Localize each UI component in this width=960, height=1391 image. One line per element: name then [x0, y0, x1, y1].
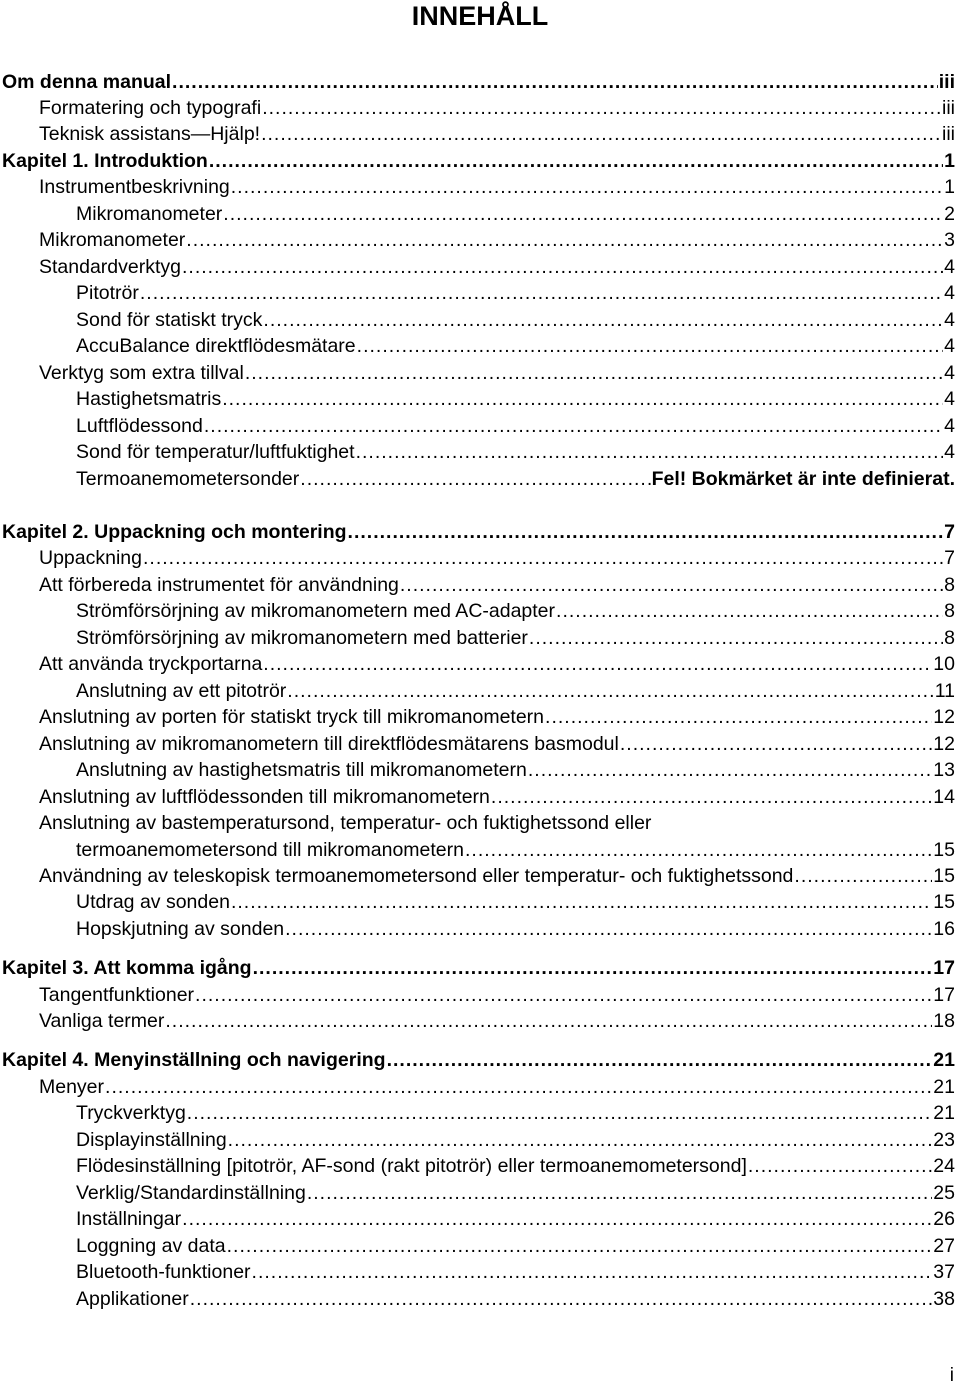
toc-entry[interactable]: [76, 625, 955, 651]
toc-page-number: 18: [933, 1010, 955, 1032]
toc-entry-label: Kapitel 4. Menyinställning och navigering: [2, 1049, 386, 1071]
toc-page-number: 8: [944, 600, 955, 622]
toc-page-number: 4: [944, 415, 955, 437]
toc-chapter-entry[interactable]: [2, 148, 955, 174]
toc-entry-label: Teknisk assistans—Hjälp!: [39, 123, 261, 145]
toc-page-number: iii: [938, 71, 955, 93]
dot-leader: [348, 519, 944, 545]
toc-entry[interactable]: [39, 254, 955, 280]
toc-page-number: 26: [933, 1208, 955, 1230]
toc-entry-label: Sond för statiskt tryck: [76, 309, 263, 331]
dot-leader: [209, 148, 943, 174]
toc-entry[interactable]: [76, 757, 955, 783]
toc-page-number: 7: [944, 547, 955, 569]
toc-page-number: 17: [933, 984, 955, 1006]
toc-chapter-entry[interactable]: [2, 519, 955, 545]
toc-entry-label: Inställningar: [76, 1208, 182, 1230]
toc-entry-label: Hastighetsmatris: [76, 388, 222, 410]
toc-entry[interactable]: [39, 121, 955, 147]
dot-leader: [223, 201, 943, 227]
toc-entry-label: Kapitel 1. Introduktion: [2, 150, 208, 172]
toc-entry[interactable]: [76, 413, 955, 439]
toc-page-number: 4: [944, 256, 955, 278]
toc-page-number: 23: [933, 1129, 955, 1151]
dot-leader: [252, 1259, 933, 1285]
toc-entry-label: Bluetooth-funktioner: [76, 1261, 251, 1283]
toc-entry-label: Kapitel 2. Uppackning och montering: [2, 521, 347, 543]
toc-entry-label: Hopskjutning av sonden: [76, 918, 285, 940]
dot-leader: [182, 1206, 932, 1232]
toc-entry[interactable]: [76, 1233, 955, 1259]
toc-entry-label: Strömförsörjning av mikromanometern med batterier: [76, 627, 528, 649]
toc-page-number: 12: [933, 733, 955, 755]
toc-entry-label: Mikromanometer: [39, 229, 186, 251]
dot-leader: [556, 598, 943, 624]
dot-leader: [245, 360, 943, 386]
dot-leader: [748, 1153, 932, 1179]
toc-page-number: 37: [933, 1261, 955, 1283]
toc-entry-label: Uppackning: [39, 547, 142, 569]
toc-entry-label: termoanemometersond till mikromanometern: [76, 839, 464, 861]
toc-entry[interactable]: [76, 466, 955, 492]
toc-page-number: 4: [944, 335, 955, 357]
dot-leader: [190, 1286, 933, 1312]
toc-entry[interactable]: [76, 678, 955, 704]
toc-page-number: 25: [933, 1182, 955, 1204]
dot-leader: [140, 280, 943, 306]
dot-leader: [528, 757, 932, 783]
toc-entry-label: Luftflödessond: [76, 415, 203, 437]
dot-leader: [400, 572, 943, 598]
toc-entry-label: Menyer: [39, 1076, 105, 1098]
toc-page-number: 7: [944, 521, 955, 543]
toc-page-number: 1: [944, 150, 955, 172]
toc-page-number: 4: [944, 309, 955, 331]
toc-entry[interactable]: [76, 889, 955, 915]
toc-entry[interactable]: [76, 386, 955, 412]
toc-entry[interactable]: [39, 1008, 955, 1034]
toc-page-number: iii: [942, 97, 955, 119]
toc-entry[interactable]: [39, 731, 955, 757]
toc-entry[interactable]: [39, 1074, 955, 1100]
toc-page-number: 38: [933, 1288, 955, 1310]
toc-entry[interactable]: [76, 201, 955, 227]
dot-leader: [165, 1008, 932, 1034]
dot-leader: [204, 413, 943, 439]
toc-chapter-entry[interactable]: [2, 69, 955, 95]
toc-entry-label: Anslutning av hastighetsmatris till mikromanometern: [76, 759, 527, 781]
dot-leader: [287, 678, 933, 704]
toc-entry[interactable]: [39, 174, 955, 200]
toc-page-number: 27: [933, 1235, 955, 1257]
page-title: INNEHÅLL: [411, 1, 549, 31]
dot-leader: [285, 916, 932, 942]
toc-entry-label: Anslutning av mikromanometern till direktflödesmätarens basmodul: [39, 733, 619, 755]
toc-page-number: 24: [933, 1155, 955, 1177]
toc-entry[interactable]: [39, 982, 955, 1008]
toc-page-number: 21: [933, 1049, 955, 1071]
dot-leader: [231, 174, 943, 200]
toc-entry[interactable]: [39, 704, 955, 730]
toc-page-number: 12: [933, 706, 955, 728]
dot-leader: [187, 1100, 933, 1126]
toc-entry[interactable]: [39, 784, 955, 810]
toc-entry[interactable]: [39, 545, 955, 571]
toc-page-number: 15: [933, 891, 955, 913]
dot-leader: [300, 466, 650, 492]
toc-entry-label: Kapitel 3. Att komma igång: [2, 957, 252, 979]
toc-entry[interactable]: [76, 280, 955, 306]
toc-page-number: 4: [944, 441, 955, 463]
toc-page-number: 1: [944, 176, 955, 198]
toc-page-number: 3: [944, 229, 955, 251]
toc-entry-label: AccuBalance direktflödesmätare: [76, 335, 356, 357]
toc-entry-label: Anslutning av ett pitotrör: [76, 680, 287, 702]
toc-entry[interactable]: [76, 1286, 955, 1312]
toc-entry-label: Mikromanometer: [76, 203, 223, 225]
dot-leader: [307, 1180, 932, 1206]
toc-entry[interactable]: [76, 837, 955, 863]
dot-leader: [356, 439, 944, 465]
toc-page-number: iii: [942, 123, 955, 145]
toc-entry-label: Tryckverktyg: [76, 1102, 186, 1124]
toc-page-number: 8: [944, 627, 955, 649]
toc-page-number: 13: [933, 759, 955, 781]
dot-leader: [227, 1233, 933, 1259]
toc-page-number: 14: [933, 786, 955, 808]
toc-entry[interactable]: [76, 1180, 955, 1206]
toc-entry-label: Användning av teleskopisk termoanemometersond eller temperatur- och fuktighetssond: [39, 865, 794, 887]
toc-entry[interactable]: [76, 1259, 955, 1285]
toc-entry[interactable]: [76, 307, 955, 333]
toc-page-number: 17: [933, 957, 955, 979]
toc-entry-label: Att använda tryckportarna: [39, 653, 263, 675]
toc-entry-label: Tangentfunktioner: [39, 984, 195, 1006]
toc-entry[interactable]: [39, 227, 955, 253]
toc-page-number: 21: [933, 1102, 955, 1124]
toc-page-number: 10: [933, 653, 955, 675]
dot-leader: [262, 95, 941, 121]
toc-entry[interactable]: [39, 95, 955, 121]
toc-entry-label: Verktyg som extra tillval: [39, 362, 244, 384]
toc-entry-label: Formatering och typografi: [39, 97, 262, 119]
dot-leader: [545, 704, 932, 730]
toc-entry-label: Termoanemometersonder: [76, 468, 300, 490]
toc-entry-label: Anslutning av porten för statiskt tryck till mikromanometern: [39, 706, 545, 728]
toc-entry[interactable]: [76, 439, 955, 465]
toc-entry[interactable]: [39, 360, 955, 386]
toc-entry-label: Att förbereda instrumentet för användning: [39, 574, 399, 596]
toc-page-number: 21: [933, 1076, 955, 1098]
dot-leader: [263, 651, 932, 677]
toc-entry[interactable]: [76, 1206, 955, 1232]
dot-leader: [529, 625, 943, 651]
toc-page-number: 2: [944, 203, 955, 225]
dot-leader: [620, 731, 932, 757]
toc-entry[interactable]: [76, 333, 955, 359]
dot-leader: [143, 545, 943, 571]
dot-leader: [263, 307, 943, 333]
dot-leader: [357, 333, 943, 359]
page-number: i: [949, 1365, 954, 1386]
toc-entry-label: Loggning av data: [76, 1235, 226, 1257]
toc-entry-label: Sond för temperatur/luftfuktighet: [76, 441, 355, 463]
dot-leader: [195, 982, 932, 1008]
toc-entry-label: Om denna manual: [2, 71, 172, 93]
toc-entry-label: Standardverktyg: [39, 256, 181, 278]
dot-leader: [465, 837, 932, 863]
dot-leader: [794, 863, 932, 889]
dot-leader: [186, 227, 943, 253]
toc-page-number: 15: [933, 839, 955, 861]
toc-entry[interactable]: [76, 598, 955, 624]
toc-entry-label: Pitotrör: [76, 282, 139, 304]
dot-leader: [105, 1074, 932, 1100]
toc-entry-label: Verklig/Standardinställning: [76, 1182, 306, 1204]
toc-page-number: 4: [944, 362, 955, 384]
toc-entry[interactable]: [76, 916, 955, 942]
toc-entry-label: Vanliga termer: [39, 1010, 165, 1032]
toc-page-number: Fel! Bokmärket är inte definierat.: [651, 468, 955, 490]
dot-leader: [491, 784, 932, 810]
toc-entry-label: Anslutning av luftflödessonden till mikromanometern: [39, 786, 490, 808]
dot-leader: [182, 254, 943, 280]
toc-entry-label: Flödesinställning [pitotrör, AF-sond (rakt pitotrör) eller termoanemometersond]: [76, 1155, 747, 1177]
toc-entry[interactable]: [76, 1127, 955, 1153]
toc-chapter-entry[interactable]: [2, 1047, 955, 1073]
toc-entry-label: Displayinställning: [76, 1129, 227, 1151]
toc-page-number: 11: [934, 680, 955, 702]
toc-page-number: 4: [944, 282, 955, 304]
dot-leader: [172, 69, 938, 95]
toc-entry-label: Applikationer: [76, 1288, 189, 1310]
toc-entry[interactable]: [39, 651, 955, 677]
dot-leader: [261, 121, 941, 147]
toc-entry[interactable]: [39, 572, 955, 598]
toc-entry[interactable]: [39, 863, 955, 889]
dot-leader: [231, 889, 932, 915]
toc-entry[interactable]: [76, 1100, 955, 1126]
dot-leader: [387, 1047, 933, 1073]
dot-leader: [253, 955, 933, 981]
toc-page-number: 15: [933, 865, 955, 887]
toc-chapter-entry[interactable]: [2, 955, 955, 981]
toc-page-number: 16: [933, 918, 955, 940]
toc-entry[interactable]: [76, 1153, 955, 1179]
toc-entry-label: Utdrag av sonden: [76, 891, 230, 913]
toc-page-number: 4: [944, 388, 955, 410]
dot-leader: [222, 386, 943, 412]
dot-leader: [228, 1127, 933, 1153]
toc-entry-label[interactable]: Anslutning av bastemperatursond, temperatur- och fuktighetssond eller: [39, 812, 652, 834]
toc-entry-label: Strömförsörjning av mikromanometern med AC-adapter: [76, 600, 556, 622]
toc-page-number: 8: [944, 574, 955, 596]
toc-entry-label: Instrumentbeskrivning: [39, 176, 230, 198]
